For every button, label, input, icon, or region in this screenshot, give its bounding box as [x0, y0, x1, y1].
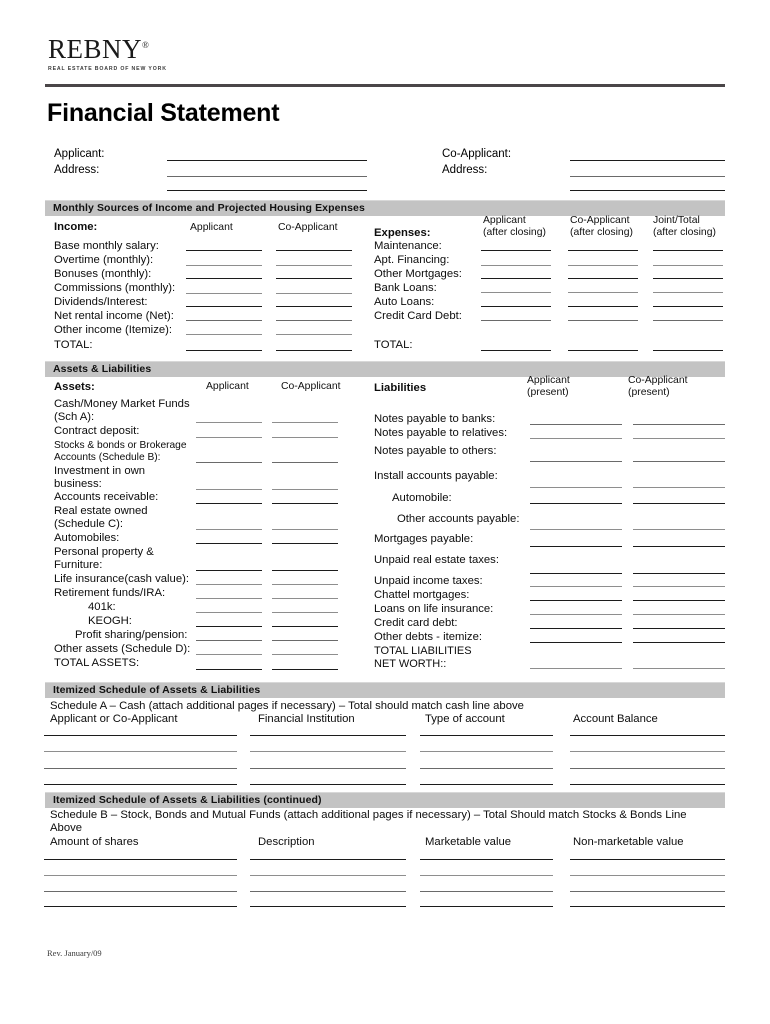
expense-input-coapplicant[interactable]	[568, 306, 638, 307]
asset-input-applicant[interactable]	[196, 489, 262, 490]
liability-row-label: Unpaid real estate taxes:	[374, 554, 499, 566]
logo-wordmark-text: REBNY	[48, 34, 143, 64]
income-row-label: Commissions (monthly):	[54, 282, 176, 294]
asset-input-applicant[interactable]	[196, 598, 262, 599]
section-header-schedule-a-label: Itemized Schedule of Assets & Liabilities	[53, 684, 261, 696]
asset-row-label: Retirement funds/IRA:	[54, 587, 166, 599]
asset-input-applicant[interactable]	[196, 462, 262, 463]
liability-input-applicant[interactable]	[530, 628, 622, 629]
expense-total-applicant[interactable]	[481, 350, 551, 351]
asset-row-label: Personal property &	[54, 546, 154, 558]
asset-row-label: Accounts receivable:	[54, 491, 159, 503]
section-header-income-label: Monthly Sources of Income and Projected Housing Expenses	[53, 202, 365, 214]
schedule-b-input[interactable]	[420, 859, 553, 860]
expense-input-applicant[interactable]	[481, 278, 551, 279]
asset-row-label: Other assets (Schedule D):	[54, 643, 191, 655]
expenses-col-joint-line1: Joint/Total	[653, 215, 700, 226]
income-total-applicant[interactable]	[186, 350, 262, 351]
liability-row-label: Other accounts payable:	[397, 513, 520, 525]
expenses-col-coapplicant-line1: Co-Applicant	[570, 215, 630, 226]
expense-input-joint[interactable]	[653, 278, 723, 279]
income-row-label: TOTAL:	[54, 339, 93, 351]
liability-input-applicant[interactable]	[530, 438, 622, 439]
income-input-coapplicant[interactable]	[276, 320, 352, 321]
liability-input-applicant[interactable]	[530, 503, 622, 504]
asset-row-label: Contract deposit:	[54, 425, 140, 437]
liability-input-coapplicant[interactable]	[633, 487, 725, 488]
liability-row-label: Notes payable to relatives:	[374, 427, 508, 439]
expense-row-label: Bank Loans:	[374, 282, 437, 294]
logo-wordmark	[48, 36, 149, 63]
schedule-b-input[interactable]	[250, 875, 406, 876]
liability-input-applicant[interactable]	[530, 529, 622, 530]
schedule-a-col-1: Applicant or Co-Applicant	[50, 713, 178, 725]
expense-row-label: Maintenance:	[374, 240, 442, 252]
section-header-assets-liabilities	[45, 361, 725, 377]
liability-input-coapplicant[interactable]	[633, 461, 725, 462]
schedule-b-col-2: Description	[258, 836, 315, 848]
liability-row-label: Loans on life insurance:	[374, 603, 494, 615]
asset-total-coapplicant[interactable]	[272, 669, 338, 670]
schedule-a-input[interactable]	[570, 751, 725, 752]
liability-row-label: Automobile:	[392, 492, 452, 504]
schedule-b-input[interactable]	[420, 906, 553, 907]
asset-input-applicant[interactable]	[196, 654, 262, 655]
income-input-coapplicant[interactable]	[276, 278, 352, 279]
asset-input-coapplicant[interactable]	[272, 529, 338, 530]
schedule-a-input[interactable]	[250, 784, 406, 785]
asset-row-label: Stocks & bonds or Brokerage	[54, 440, 187, 451]
section-header-income	[45, 200, 725, 216]
expense-input-coapplicant[interactable]	[568, 320, 638, 321]
schedule-a-col-4: Account Balance	[573, 713, 658, 725]
schedule-a-input[interactable]	[420, 784, 553, 785]
schedule-b-input[interactable]	[250, 859, 406, 860]
income-input-coapplicant[interactable]	[276, 293, 352, 294]
page-title: Financial Statement	[47, 99, 280, 127]
asset-row-label: business:	[54, 478, 102, 490]
header-divider	[45, 84, 725, 87]
liability-row-label: Mortgages payable:	[374, 533, 474, 545]
liabilities-col-coapplicant	[628, 375, 688, 398]
expense-input-joint[interactable]	[653, 292, 723, 293]
schedule-a-input[interactable]	[44, 784, 237, 785]
asset-input-coapplicant[interactable]	[272, 654, 338, 655]
liabilities-col-coapplicant-line1: Co-Applicant	[628, 375, 688, 386]
assets-col-applicant: Applicant	[206, 381, 249, 392]
income-col-applicant: Applicant	[190, 222, 233, 233]
coapplicant-address-label: Address:	[442, 164, 488, 176]
expenses-total-label: TOTAL:	[374, 339, 413, 351]
schedule-b-input[interactable]	[570, 859, 725, 860]
income-input-coapplicant[interactable]	[276, 265, 352, 266]
schedule-a-input[interactable]	[250, 768, 406, 769]
schedule-a-input[interactable]	[420, 751, 553, 752]
expense-input-joint[interactable]	[653, 265, 723, 266]
income-input-applicant[interactable]	[186, 278, 262, 279]
income-row-label: Overtime (monthly):	[54, 254, 154, 266]
asset-input-coapplicant[interactable]	[272, 626, 338, 627]
asset-input-applicant[interactable]	[196, 612, 262, 613]
schedule-b-input[interactable]	[420, 891, 553, 892]
liability-input-applicant[interactable]	[530, 614, 622, 615]
asset-row-label: Automobiles:	[54, 532, 120, 544]
asset-row-label: Profit sharing/pension:	[75, 629, 188, 641]
schedule-a-input[interactable]	[570, 768, 725, 769]
liability-row-label: Notes payable to banks:	[374, 413, 496, 425]
income-input-applicant[interactable]	[186, 293, 262, 294]
section-header-schedule-b-label: Itemized Schedule of Assets & Liabilities (continued)	[53, 794, 322, 806]
schedule-b-input[interactable]	[420, 875, 553, 876]
asset-row-label: Cash/Money Market Funds	[54, 398, 190, 410]
expenses-col-coapplicant	[570, 215, 633, 238]
expense-input-applicant[interactable]	[481, 250, 551, 251]
schedule-a-input[interactable]	[250, 751, 406, 752]
liability-total-label: TOTAL LIABILITIES	[374, 645, 472, 657]
liability-input-applicant[interactable]	[530, 546, 622, 547]
expenses-col-joint	[653, 215, 716, 238]
asset-input-applicant[interactable]	[196, 626, 262, 627]
expenses-col-applicant	[483, 215, 546, 238]
expense-input-coapplicant[interactable]	[568, 292, 638, 293]
income-input-coapplicant[interactable]	[276, 306, 352, 307]
liability-input-coapplicant[interactable]	[633, 600, 725, 601]
liability-input-coapplicant[interactable]	[633, 424, 725, 425]
liabilities-col-coapplicant-line2: (present)	[628, 386, 670, 398]
rebny-logo	[48, 36, 248, 72]
expenses-heading: Expenses:	[374, 227, 431, 239]
schedule-a-col-2: Financial Institution	[258, 713, 355, 725]
expense-input-applicant[interactable]	[481, 265, 551, 266]
net-worth-coapplicant[interactable]	[633, 668, 725, 669]
income-row-label: Other income (Itemize):	[54, 324, 173, 336]
asset-input-applicant[interactable]	[196, 640, 262, 641]
expense-input-joint[interactable]	[653, 250, 723, 251]
schedule-a-input[interactable]	[44, 768, 237, 769]
applicant-name-input[interactable]	[167, 160, 367, 161]
schedule-a-input[interactable]	[44, 735, 237, 736]
expenses-col-applicant-line2: (after closing)	[483, 226, 546, 238]
schedule-b-input[interactable]	[570, 891, 725, 892]
expenses-col-applicant-line1: Applicant	[483, 215, 526, 226]
asset-total-label: TOTAL ASSETS:	[54, 657, 140, 669]
expense-input-joint[interactable]	[653, 306, 723, 307]
asset-input-applicant[interactable]	[196, 570, 262, 571]
schedule-b-input[interactable]	[250, 891, 406, 892]
expense-input-coapplicant[interactable]	[568, 278, 638, 279]
schedule-b-col-4: Non-marketable value	[573, 836, 684, 848]
section-header-schedule-b	[45, 792, 725, 808]
liability-input-applicant[interactable]	[530, 573, 622, 574]
income-input-applicant[interactable]	[186, 320, 262, 321]
applicant-address-line1-input[interactable]	[167, 176, 367, 177]
asset-input-coapplicant[interactable]	[272, 437, 338, 438]
assets-heading: Assets:	[54, 381, 95, 393]
expense-total-joint[interactable]	[653, 350, 723, 351]
liability-input-coapplicant[interactable]	[633, 586, 725, 587]
asset-input-applicant[interactable]	[196, 422, 262, 423]
schedule-a-description: Schedule A – Cash (attach additional pages if necessary) – Total should match cash line above	[50, 700, 524, 712]
liability-row-label: Other debts - itemize:	[374, 631, 482, 643]
asset-input-coapplicant[interactable]	[272, 570, 338, 571]
liability-row-label: Credit card debt:	[374, 617, 458, 629]
income-row-label: Bonuses (monthly):	[54, 268, 152, 280]
liability-row-label: Unpaid income taxes:	[374, 575, 483, 587]
liability-input-applicant[interactable]	[530, 600, 622, 601]
income-row-label: Net rental income (Net):	[54, 310, 174, 322]
liabilities-col-applicant	[527, 375, 570, 398]
asset-input-coapplicant[interactable]	[272, 612, 338, 613]
liability-input-applicant[interactable]	[530, 424, 622, 425]
liability-input-coapplicant[interactable]	[633, 573, 725, 574]
schedule-a-input[interactable]	[250, 735, 406, 736]
schedule-b-input[interactable]	[44, 859, 237, 860]
schedule-a-input[interactable]	[570, 784, 725, 785]
asset-row-label: Accounts (Schedule B):	[54, 452, 161, 463]
section-header-assets-liabilities-label: Assets & Liabilities	[53, 363, 152, 375]
liability-row-label: Install accounts payable:	[374, 470, 498, 482]
revision-note: Rev. January/09	[47, 948, 102, 958]
asset-row-label: (Sch A):	[54, 411, 95, 423]
asset-row-label: (Schedule C):	[54, 518, 124, 530]
expense-row-label: Auto Loans:	[374, 296, 435, 308]
schedule-b-input[interactable]	[570, 906, 725, 907]
income-row-label: Base monthly salary:	[54, 240, 159, 252]
schedule-b-col-1: Amount of shares	[50, 836, 139, 848]
asset-input-applicant[interactable]	[196, 529, 262, 530]
schedule-b-input[interactable]	[250, 906, 406, 907]
asset-input-applicant[interactable]	[196, 584, 262, 585]
asset-input-applicant[interactable]	[196, 437, 262, 438]
expense-total-coapplicant[interactable]	[568, 350, 638, 351]
liability-input-applicant[interactable]	[530, 461, 622, 462]
liability-input-coapplicant[interactable]	[633, 438, 725, 439]
asset-row-label: Furniture:	[54, 559, 103, 571]
schedule-a-col-3: Type of account	[425, 713, 505, 725]
liability-input-coapplicant[interactable]	[633, 642, 725, 643]
schedule-b-input[interactable]	[44, 906, 237, 907]
section-header-schedule-a	[45, 682, 725, 698]
schedule-a-input[interactable]	[420, 768, 553, 769]
asset-input-coapplicant[interactable]	[272, 422, 338, 423]
liabilities-col-applicant-line2: (present)	[527, 386, 569, 398]
income-input-applicant[interactable]	[186, 334, 262, 335]
expense-input-coapplicant[interactable]	[568, 265, 638, 266]
address-label: Address:	[54, 164, 100, 176]
schedule-a-input[interactable]	[44, 751, 237, 752]
liability-row-label: Chattel mortgages:	[374, 589, 470, 601]
income-input-applicant[interactable]	[186, 250, 262, 251]
income-row-label: Dividends/Interest:	[54, 296, 148, 308]
liability-input-coapplicant[interactable]	[633, 546, 725, 547]
coapplicant-label: Co-Applicant:	[442, 148, 512, 160]
schedule-b-description-line1: Schedule B – Stock, Bonds and Mutual Funds (attach additional pages if necessary) – Total Should match Stocks & Bonds Line	[50, 809, 687, 821]
liability-input-coapplicant[interactable]	[633, 503, 725, 504]
schedule-a-input[interactable]	[420, 735, 553, 736]
coapplicant-address-line2-input[interactable]	[570, 190, 725, 191]
asset-row-label: Real estate owned	[54, 505, 148, 517]
income-input-coapplicant[interactable]	[276, 334, 352, 335]
expense-input-joint[interactable]	[653, 320, 723, 321]
asset-row-label: Investment in own	[54, 465, 146, 477]
schedule-b-input[interactable]	[44, 891, 237, 892]
income-input-coapplicant[interactable]	[276, 250, 352, 251]
expense-input-applicant[interactable]	[481, 292, 551, 293]
assets-col-coapplicant: Co-Applicant	[281, 381, 341, 392]
expense-input-applicant[interactable]	[481, 306, 551, 307]
asset-input-coapplicant[interactable]	[272, 543, 338, 544]
expense-row-label: Apt. Financing:	[374, 254, 450, 266]
asset-input-applicant[interactable]	[196, 503, 262, 504]
logo-tagline: REAL ESTATE BOARD OF NEW YORK	[48, 66, 167, 72]
income-total-coapplicant[interactable]	[276, 350, 352, 351]
schedule-b-col-3: Marketable value	[425, 836, 512, 848]
income-col-coapplicant: Co-Applicant	[278, 222, 338, 233]
liability-input-applicant[interactable]	[530, 487, 622, 488]
net-worth-applicant[interactable]	[530, 668, 622, 669]
expense-input-applicant[interactable]	[481, 320, 551, 321]
coapplicant-address-line1-input[interactable]	[570, 176, 725, 177]
schedule-a-input[interactable]	[570, 735, 725, 736]
coapplicant-name-input[interactable]	[570, 160, 725, 161]
asset-total-applicant[interactable]	[196, 669, 262, 670]
liability-input-coapplicant[interactable]	[633, 628, 725, 629]
asset-row-label: Life insurance(cash value):	[54, 573, 190, 585]
liability-input-applicant[interactable]	[530, 586, 622, 587]
asset-input-coapplicant[interactable]	[272, 598, 338, 599]
income-input-applicant[interactable]	[186, 306, 262, 307]
asset-input-coapplicant[interactable]	[272, 584, 338, 585]
schedule-b-description-line2: Above	[50, 822, 83, 834]
expenses-col-coapplicant-line2: (after closing)	[570, 226, 633, 238]
expense-row-label: Other Mortgages:	[374, 268, 462, 280]
liability-input-applicant[interactable]	[530, 642, 622, 643]
liabilities-col-applicant-line1: Applicant	[527, 375, 570, 386]
asset-row-label: 401k:	[88, 601, 116, 613]
applicant-label: Applicant:	[54, 148, 105, 160]
asset-row-label: KEOGH:	[88, 615, 132, 627]
net-worth-label: NET WORTH::	[374, 658, 447, 670]
liability-input-coapplicant[interactable]	[633, 529, 725, 530]
liability-row-label: Notes payable to others:	[374, 445, 497, 457]
expense-row-label: Credit Card Debt:	[374, 310, 462, 322]
schedule-b-input[interactable]	[570, 875, 725, 876]
asset-input-coapplicant[interactable]	[272, 489, 338, 490]
applicant-address-line2-input[interactable]	[167, 190, 367, 191]
income-input-applicant[interactable]	[186, 265, 262, 266]
asset-input-coapplicant[interactable]	[272, 503, 338, 504]
registered-trademark-icon: ®	[142, 40, 149, 50]
income-heading: Income:	[54, 221, 98, 233]
asset-input-coapplicant[interactable]	[272, 640, 338, 641]
expense-input-coapplicant[interactable]	[568, 250, 638, 251]
liabilities-heading: Liabilities	[374, 382, 427, 394]
liability-input-coapplicant[interactable]	[633, 614, 725, 615]
asset-input-coapplicant[interactable]	[272, 462, 338, 463]
asset-input-applicant[interactable]	[196, 543, 262, 544]
expenses-col-joint-line2: (after closing)	[653, 226, 716, 238]
schedule-b-input[interactable]	[44, 875, 237, 876]
